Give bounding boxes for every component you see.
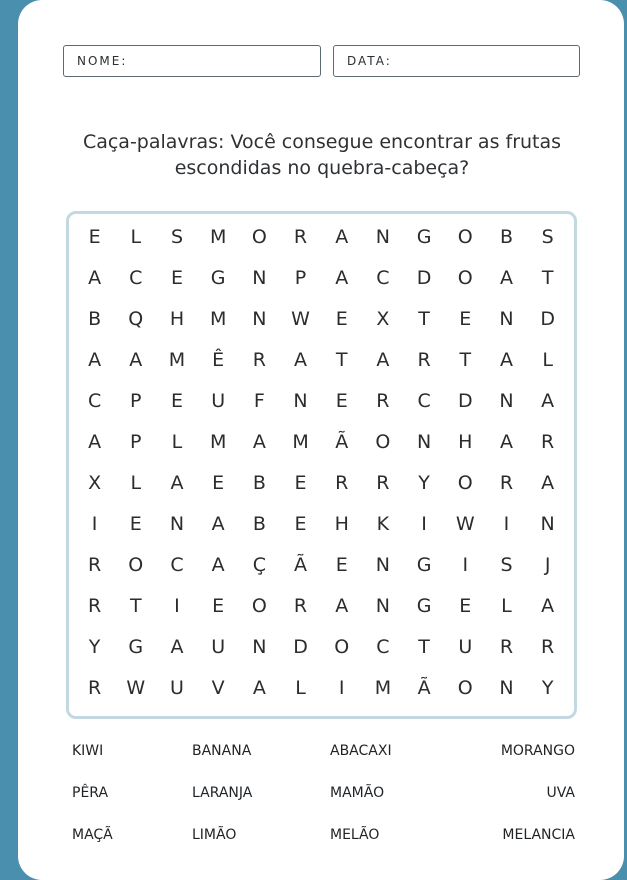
- grid-letter[interactable]: Ã: [294, 553, 308, 576]
- grid-letter[interactable]: I: [462, 553, 469, 576]
- grid-letter[interactable]: E: [335, 553, 348, 576]
- grid-row: [74, 216, 568, 257]
- grid-letter[interactable]: N: [169, 512, 185, 535]
- grid-row: [74, 667, 568, 708]
- grid-letter[interactable]: O: [251, 225, 267, 248]
- grid-letter[interactable]: A: [335, 266, 349, 289]
- grid-letter[interactable]: O: [457, 225, 473, 248]
- grid-letter[interactable]: L: [130, 471, 142, 494]
- name-label: NOME:: [77, 54, 128, 68]
- grid-letter[interactable]: L: [542, 348, 553, 371]
- word-item: LIMÃO: [192, 827, 237, 843]
- grid-letter[interactable]: A: [499, 430, 513, 453]
- grid-letter[interactable]: E: [459, 307, 472, 330]
- word-item: KIWI: [72, 743, 104, 759]
- grid-letter[interactable]: S: [541, 225, 554, 248]
- grid-letter[interactable]: A: [252, 430, 266, 453]
- grid-letter[interactable]: R: [541, 430, 555, 453]
- grid-letter[interactable]: P: [130, 430, 142, 453]
- word-item: MELÃO: [330, 827, 380, 843]
- grid-letter[interactable]: O: [457, 471, 473, 494]
- grid-letter[interactable]: U: [170, 676, 184, 699]
- grid-letter[interactable]: M: [168, 348, 186, 371]
- grid-letter[interactable]: G: [416, 225, 432, 248]
- grid-letter[interactable]: A: [211, 512, 225, 535]
- grid-letter[interactable]: K: [376, 512, 390, 535]
- grid-letter[interactable]: A: [170, 635, 184, 658]
- grid-letter[interactable]: N: [540, 512, 555, 535]
- grid-letter[interactable]: R: [293, 594, 308, 617]
- grid-letter[interactable]: T: [418, 307, 430, 330]
- word-item: MAÇÃ: [72, 827, 113, 843]
- grid-letter[interactable]: M: [374, 676, 392, 699]
- word-item: MORANGO: [500, 743, 575, 759]
- grid-letter[interactable]: Y: [418, 471, 430, 494]
- grid-letter[interactable]: N: [416, 430, 432, 453]
- grid-letter[interactable]: A: [335, 594, 349, 617]
- grid-letter[interactable]: P: [294, 266, 307, 289]
- grid-letter[interactable]: O: [251, 594, 267, 617]
- grid-letter[interactable]: L: [171, 430, 183, 453]
- grid-letter[interactable]: R: [252, 348, 266, 371]
- grid-letter[interactable]: R: [87, 553, 102, 576]
- grid-letter[interactable]: O: [128, 553, 144, 576]
- word-list: [72, 743, 575, 869]
- date-label: DATA:: [347, 54, 392, 68]
- grid-letter[interactable]: U: [458, 635, 473, 658]
- grid-letter[interactable]: H: [458, 430, 473, 453]
- grid-letter[interactable]: A: [499, 348, 513, 371]
- grid-letter[interactable]: A: [335, 225, 349, 248]
- date-field[interactable]: [333, 45, 580, 77]
- grid-letter[interactable]: N: [375, 594, 391, 617]
- grid-letter[interactable]: E: [88, 225, 101, 248]
- grid-letter[interactable]: N: [293, 389, 308, 412]
- grid-letter[interactable]: E: [294, 471, 307, 494]
- grid-letter[interactable]: T: [541, 266, 554, 289]
- grid-letter[interactable]: A: [499, 266, 513, 289]
- grid-letter[interactable]: F: [253, 389, 265, 412]
- grid-letter[interactable]: A: [88, 348, 102, 371]
- grid-letter[interactable]: E: [459, 594, 472, 617]
- grid-letter[interactable]: R: [499, 471, 514, 494]
- grid-letter[interactable]: L: [130, 225, 142, 248]
- grid-letter[interactable]: I: [421, 512, 427, 535]
- grid-letter[interactable]: E: [170, 266, 183, 289]
- grid-letter[interactable]: A: [211, 553, 225, 576]
- grid-letter[interactable]: E: [170, 389, 183, 412]
- grid-letter[interactable]: A: [541, 594, 555, 617]
- grid-letter[interactable]: R: [87, 676, 102, 699]
- grid-letter[interactable]: L: [295, 676, 306, 699]
- grid-letter[interactable]: Ã: [335, 430, 349, 453]
- grid-letter[interactable]: T: [418, 635, 430, 658]
- grid-letter[interactable]: N: [375, 553, 391, 576]
- grid-letter[interactable]: G: [128, 635, 144, 658]
- grid-letter[interactable]: A: [541, 389, 555, 412]
- grid-letter[interactable]: Ç: [252, 553, 266, 576]
- grid-row: [74, 544, 568, 585]
- grid-letter[interactable]: D: [540, 307, 555, 330]
- word-item: MELANCIA: [502, 827, 575, 843]
- grid-row: [74, 339, 568, 380]
- word-item: LARANJA: [192, 785, 253, 801]
- grid-letter[interactable]: C: [376, 635, 390, 658]
- grid-letter[interactable]: S: [170, 225, 183, 248]
- grid-letter[interactable]: A: [376, 348, 390, 371]
- grid-letter[interactable]: G: [416, 553, 432, 576]
- grid-letter[interactable]: E: [335, 389, 348, 412]
- word-item: BANANA: [192, 743, 252, 759]
- grid-letter[interactable]: M: [209, 430, 227, 453]
- grid-letter[interactable]: X: [376, 307, 390, 330]
- grid-letter[interactable]: Ê: [212, 348, 225, 371]
- grid-letter[interactable]: N: [252, 266, 267, 289]
- grid-letter[interactable]: W: [291, 307, 310, 330]
- grid-letter[interactable]: V: [211, 676, 225, 699]
- grid-letter[interactable]: I: [174, 594, 180, 617]
- word-list-row: [72, 785, 575, 827]
- grid-letter[interactable]: A: [129, 348, 143, 371]
- grid-letter[interactable]: N: [375, 225, 391, 248]
- grid-row: [74, 503, 568, 544]
- grid-letter[interactable]: Y: [541, 676, 554, 699]
- grid-letter[interactable]: C: [417, 389, 431, 412]
- grid-letter[interactable]: I: [338, 676, 345, 699]
- grid-letter[interactable]: C: [170, 553, 184, 576]
- grid-row: [74, 421, 568, 462]
- grid-letter[interactable]: N: [252, 307, 267, 330]
- grid-letter[interactable]: A: [252, 676, 266, 699]
- letter-grid: [74, 216, 568, 708]
- name-field[interactable]: [63, 45, 321, 77]
- grid-letter[interactable]: B: [499, 225, 513, 248]
- grid-letter[interactable]: O: [457, 676, 473, 699]
- grid-letter[interactable]: T: [129, 594, 142, 617]
- grid-letter[interactable]: N: [499, 307, 514, 330]
- grid-row: [74, 626, 568, 667]
- word-item: MAMÃO: [330, 785, 385, 801]
- word-list-row: [72, 743, 575, 785]
- grid-letter[interactable]: R: [417, 348, 431, 371]
- grid-letter[interactable]: I: [91, 512, 98, 535]
- grid-letter[interactable]: B: [252, 512, 266, 535]
- grid-letter[interactable]: G: [210, 266, 226, 289]
- grid-letter[interactable]: T: [459, 348, 472, 371]
- grid-letter[interactable]: R: [541, 635, 555, 658]
- grid-letter[interactable]: U: [211, 635, 226, 658]
- grid-letter[interactable]: S: [500, 553, 513, 576]
- grid-letter[interactable]: E: [335, 307, 348, 330]
- grid-letter[interactable]: N: [252, 635, 267, 658]
- grid-letter[interactable]: E: [212, 594, 225, 617]
- grid-letter[interactable]: D: [457, 389, 473, 412]
- puzzle-title: Caça-palavras: Você consegue encontrar as frutas escondidas no quebra-cabeça?: [82, 131, 562, 179]
- grid-row: [74, 462, 568, 503]
- grid-letter[interactable]: L: [501, 594, 512, 617]
- grid-letter[interactable]: R: [376, 389, 390, 412]
- grid-letter[interactable]: E: [294, 512, 307, 535]
- grid-row: [74, 585, 568, 626]
- grid-letter[interactable]: O: [334, 635, 350, 658]
- grid-letter[interactable]: D: [416, 266, 432, 289]
- grid-row: [74, 380, 568, 421]
- grid-letter[interactable]: Ã: [417, 676, 431, 699]
- grid-row: [74, 257, 568, 298]
- grid-letter[interactable]: H: [169, 307, 185, 330]
- grid-letter[interactable]: R: [335, 471, 349, 494]
- grid-letter[interactable]: B: [88, 307, 102, 330]
- grid-letter[interactable]: R: [87, 594, 102, 617]
- grid-letter[interactable]: W: [455, 512, 475, 535]
- grid-letter[interactable]: R: [499, 635, 514, 658]
- grid-letter[interactable]: M: [209, 307, 227, 330]
- word-item: ABACAXI: [330, 743, 392, 759]
- grid-letter[interactable]: O: [457, 266, 473, 289]
- grid-letter[interactable]: C: [129, 266, 143, 289]
- grid-letter[interactable]: A: [88, 266, 102, 289]
- grid-letter[interactable]: W: [126, 676, 146, 699]
- grid-letter[interactable]: M: [292, 430, 309, 453]
- grid-letter[interactable]: T: [335, 348, 348, 371]
- grid-letter[interactable]: C: [87, 389, 102, 412]
- grid-letter[interactable]: R: [376, 471, 390, 494]
- grid-letter[interactable]: N: [499, 676, 514, 699]
- grid-letter[interactable]: A: [541, 471, 555, 494]
- grid-letter[interactable]: R: [293, 225, 308, 248]
- grid-letter[interactable]: M: [209, 225, 227, 248]
- grid-letter[interactable]: P: [130, 389, 142, 412]
- grid-letter[interactable]: E: [212, 471, 225, 494]
- grid-letter[interactable]: G: [416, 594, 432, 617]
- grid-letter[interactable]: A: [170, 471, 184, 494]
- grid-letter[interactable]: B: [252, 471, 266, 494]
- word-item: UVA: [546, 785, 575, 801]
- grid-letter[interactable]: H: [334, 512, 349, 535]
- grid-letter[interactable]: O: [375, 430, 391, 453]
- grid-letter[interactable]: A: [88, 430, 102, 453]
- word-item: PÊRA: [72, 785, 109, 801]
- grid-letter[interactable]: Q: [128, 307, 144, 330]
- grid-letter[interactable]: D: [293, 635, 308, 658]
- grid-letter[interactable]: N: [499, 389, 514, 412]
- grid-letter[interactable]: E: [129, 512, 142, 535]
- grid-letter[interactable]: Y: [88, 635, 101, 658]
- worksheet: [18, 0, 624, 880]
- grid-letter[interactable]: U: [211, 389, 226, 412]
- grid-letter[interactable]: C: [376, 266, 390, 289]
- grid-letter[interactable]: X: [88, 471, 102, 494]
- grid-letter[interactable]: I: [503, 512, 510, 535]
- grid-row: [74, 298, 568, 339]
- grid-letter[interactable]: J: [544, 553, 551, 576]
- grid-letter[interactable]: A: [294, 348, 308, 371]
